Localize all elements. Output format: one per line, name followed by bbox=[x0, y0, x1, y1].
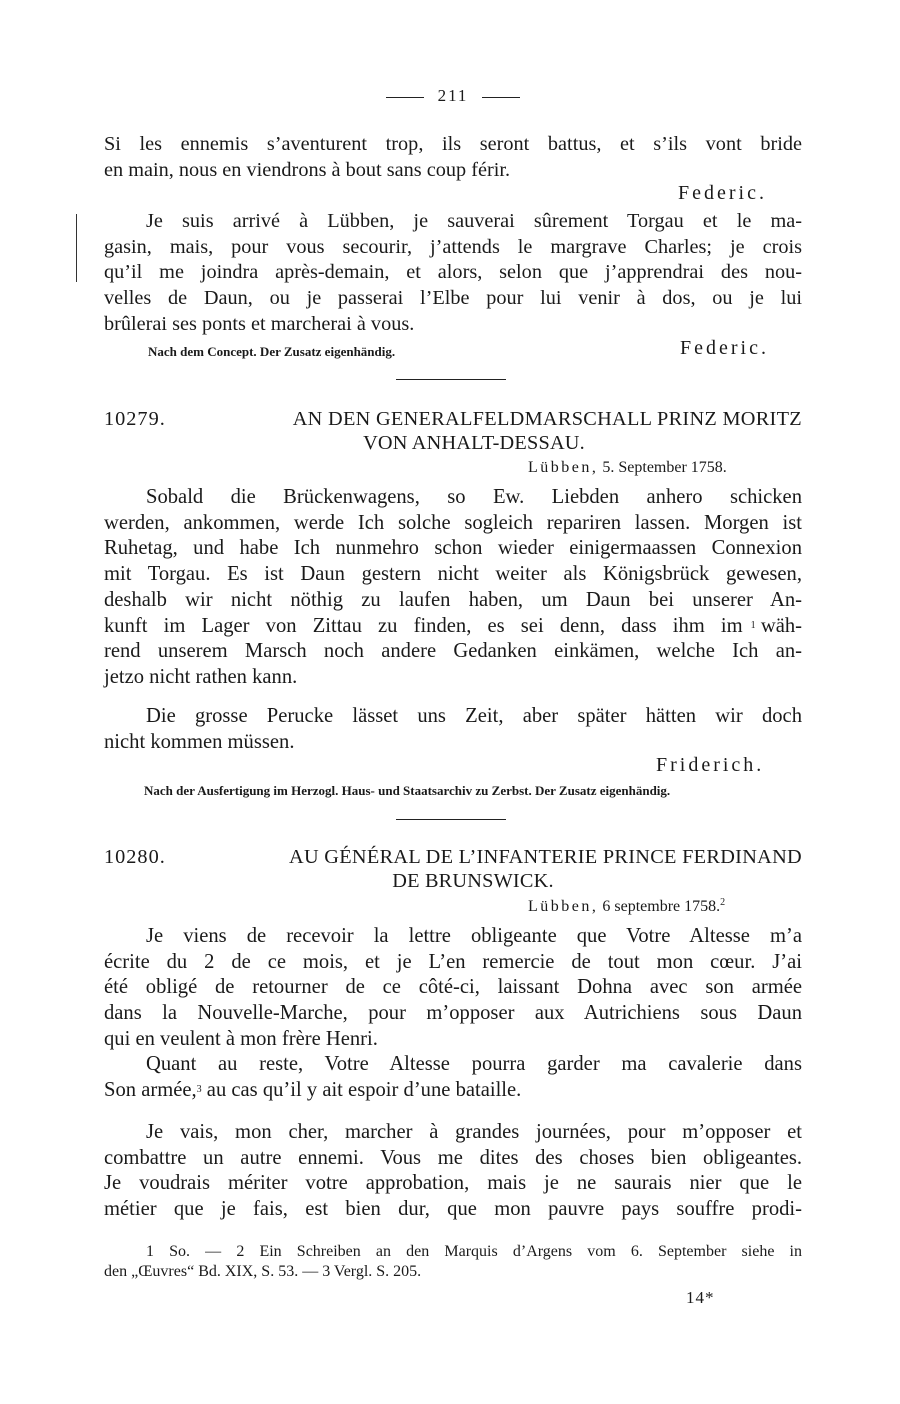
footnote-line: 1 So. — 2 Ein Schreiben an den Marquis d’Argens vom 6. September siehe in bbox=[146, 1243, 802, 1260]
place-name: Lübben, bbox=[528, 898, 599, 915]
letter-title-line1: AU GÉNÉRAL DE L’INFANTERIE PRINCE FERDINAND bbox=[289, 846, 802, 868]
text-line: Si les ennemis s’aventurent trop, ils seront battus, et s’ils vont bride bbox=[104, 133, 802, 155]
signature-federic-2: Federic. bbox=[680, 337, 769, 359]
section-divider bbox=[396, 379, 506, 380]
text-line: Je vais, mon cher, marcher à grandes journées, pour m’opposer et bbox=[146, 1121, 802, 1143]
text-line: combattre un autre ennemi. Vous me dites des choses bien obligeantes. bbox=[104, 1146, 802, 1169]
text-line: rend unserem Marsch noch andere Gedanken einkämen, welche Ich an- bbox=[104, 640, 802, 663]
text-line: été obligé de retourner de ce côté-ci, laissant Dohna avec son armée bbox=[104, 976, 802, 999]
letter-date: 6 septembre 1758. bbox=[602, 898, 721, 915]
footnote-ref-1: 1 bbox=[750, 619, 756, 631]
signature-friderich: Friderich. bbox=[656, 754, 765, 776]
source-note-zerbst: Nach der Ausfertigung im Herzogl. Haus- und Staatsarchiv zu Zerbst. Der Zusatz eigenhändig. bbox=[144, 783, 671, 798]
text-line: Je suis arrivé à Lübben, je sauverai sûrement Torgau et le ma- bbox=[146, 210, 802, 232]
paragraph-sobald bbox=[104, 485, 802, 691]
text-line-start: Son armée, bbox=[104, 1078, 197, 1101]
paragraph-quant-au-reste bbox=[104, 1052, 802, 1103]
printer-signature-mark: 14* bbox=[686, 1288, 715, 1307]
footnote-ref-2: 2 bbox=[720, 897, 726, 908]
text-line: brûlerai ses ponts et marcherai à vous. bbox=[104, 312, 415, 335]
text-line: mit Torgau. Es ist Daun gestern nicht weiter als Königsbrück gewesen, bbox=[104, 563, 802, 586]
letter-title-line1: AN DEN GENERALFELDMARSCHALL PRINZ MORITZ bbox=[292, 408, 802, 430]
letter-number: 10279. bbox=[104, 408, 166, 430]
paragraph-je-vais bbox=[104, 1120, 802, 1223]
text-line bbox=[104, 614, 802, 640]
letter-number: 10280. bbox=[104, 846, 166, 868]
text-line bbox=[104, 1078, 802, 1104]
text-line: gasin, mais, pour vous secourir, j’attends le margrave Charles; je crois bbox=[104, 235, 802, 258]
footnote-ref bbox=[751, 614, 802, 640]
text-line: velles de Daun, ou je passerai l’Elbe pour lui venir à dos, ou je lui bbox=[104, 287, 802, 310]
text-line: écrite du 2 de ce mois, et je L’en remercie de tout mon cœur. J’ai bbox=[104, 950, 802, 973]
section-divider bbox=[396, 819, 506, 820]
source-note-concept: Nach dem Concept. Der Zusatz eigenhändig. bbox=[148, 344, 396, 359]
text-line: en main, nous en viendrons à bout sans coup férir. bbox=[104, 158, 511, 181]
text-line-start: kunft im Lager von Zittau zu finden, es sei denn, dass ihm im bbox=[104, 614, 743, 637]
text-line: jetzo nicht rathen kann. bbox=[104, 665, 298, 688]
footnotes bbox=[104, 1242, 802, 1282]
text-line: nicht kommen müssen. bbox=[104, 730, 295, 753]
text-line: Je viens de recevoir la lettre obligeante que Votre Altesse m’a bbox=[146, 925, 802, 947]
letter-title-line2: VON ANHALT-DESSAU. bbox=[363, 432, 585, 454]
text-line-end: au cas qu’il y ait espoir d’une bataille. bbox=[201, 1078, 522, 1101]
page-header bbox=[104, 86, 802, 106]
page-number: 211 bbox=[437, 86, 469, 105]
place-name: Lübben, bbox=[528, 459, 599, 476]
text-line: dans la Nouvelle-Marche, pour m’opposer aux Autrichiens sous Daun bbox=[104, 1002, 802, 1025]
text-line: qui en veulent à mon frère Henri. bbox=[104, 1027, 378, 1050]
margin-line bbox=[76, 214, 77, 282]
letter-date: 5. September 1758. bbox=[602, 459, 727, 476]
letter-10280-heading bbox=[104, 845, 802, 893]
paragraph-je-viens bbox=[104, 924, 802, 1053]
letter-10279-heading bbox=[104, 407, 802, 455]
text-line: qu’il me joindra après-demain, et alors, selon que j’apprendrai des nou- bbox=[104, 261, 802, 284]
text-line: Quant au reste, Votre Altesse pourra garder ma cavalerie dans bbox=[146, 1053, 802, 1075]
header-dash-right bbox=[482, 97, 520, 98]
text-line: Je voudrais mériter votre approbation, mais je ne saurais nier que le bbox=[104, 1172, 802, 1195]
text-line: deshalb wir nicht nöthig zu laufen haben, um Daun bei unserer An- bbox=[104, 588, 802, 611]
text-line: métier que je fais, est bien dur, que mon pauvre pays souffre prodi- bbox=[104, 1198, 802, 1221]
letter-10280-dateline bbox=[528, 898, 725, 916]
footnote-line: den „Œuvres“ Bd. XIX, S. 53. — 3 Vergl. S. 205. bbox=[104, 1263, 422, 1280]
letter-title-line2: DE BRUNSWICK. bbox=[392, 870, 554, 892]
paragraph-si-les-ennemis bbox=[104, 132, 802, 183]
footnote-ref-3: 3 bbox=[196, 1083, 202, 1095]
paragraph-die-grosse-perucke bbox=[104, 704, 802, 755]
signature-federic-1: Federic. bbox=[678, 182, 767, 204]
header-dash-left bbox=[386, 97, 424, 98]
text-line-end: wäh- bbox=[760, 614, 802, 637]
paragraph-je-suis-arrive bbox=[104, 209, 802, 338]
text-line: Ruhetag, und habe Ich nunmehro schon wieder einigermaassen Connexion bbox=[104, 537, 802, 560]
text-line: Die grosse Perucke lässet uns Zeit, aber später hätten wir doch bbox=[146, 705, 802, 727]
text-line: Sobald die Brückenwagens, so Ew. Liebden anhero schicken bbox=[146, 486, 802, 508]
text-line: werden, ankommen, werde Ich solche sogleich repariren lassen. Morgen ist bbox=[104, 511, 802, 534]
letter-10279-dateline bbox=[528, 459, 727, 477]
